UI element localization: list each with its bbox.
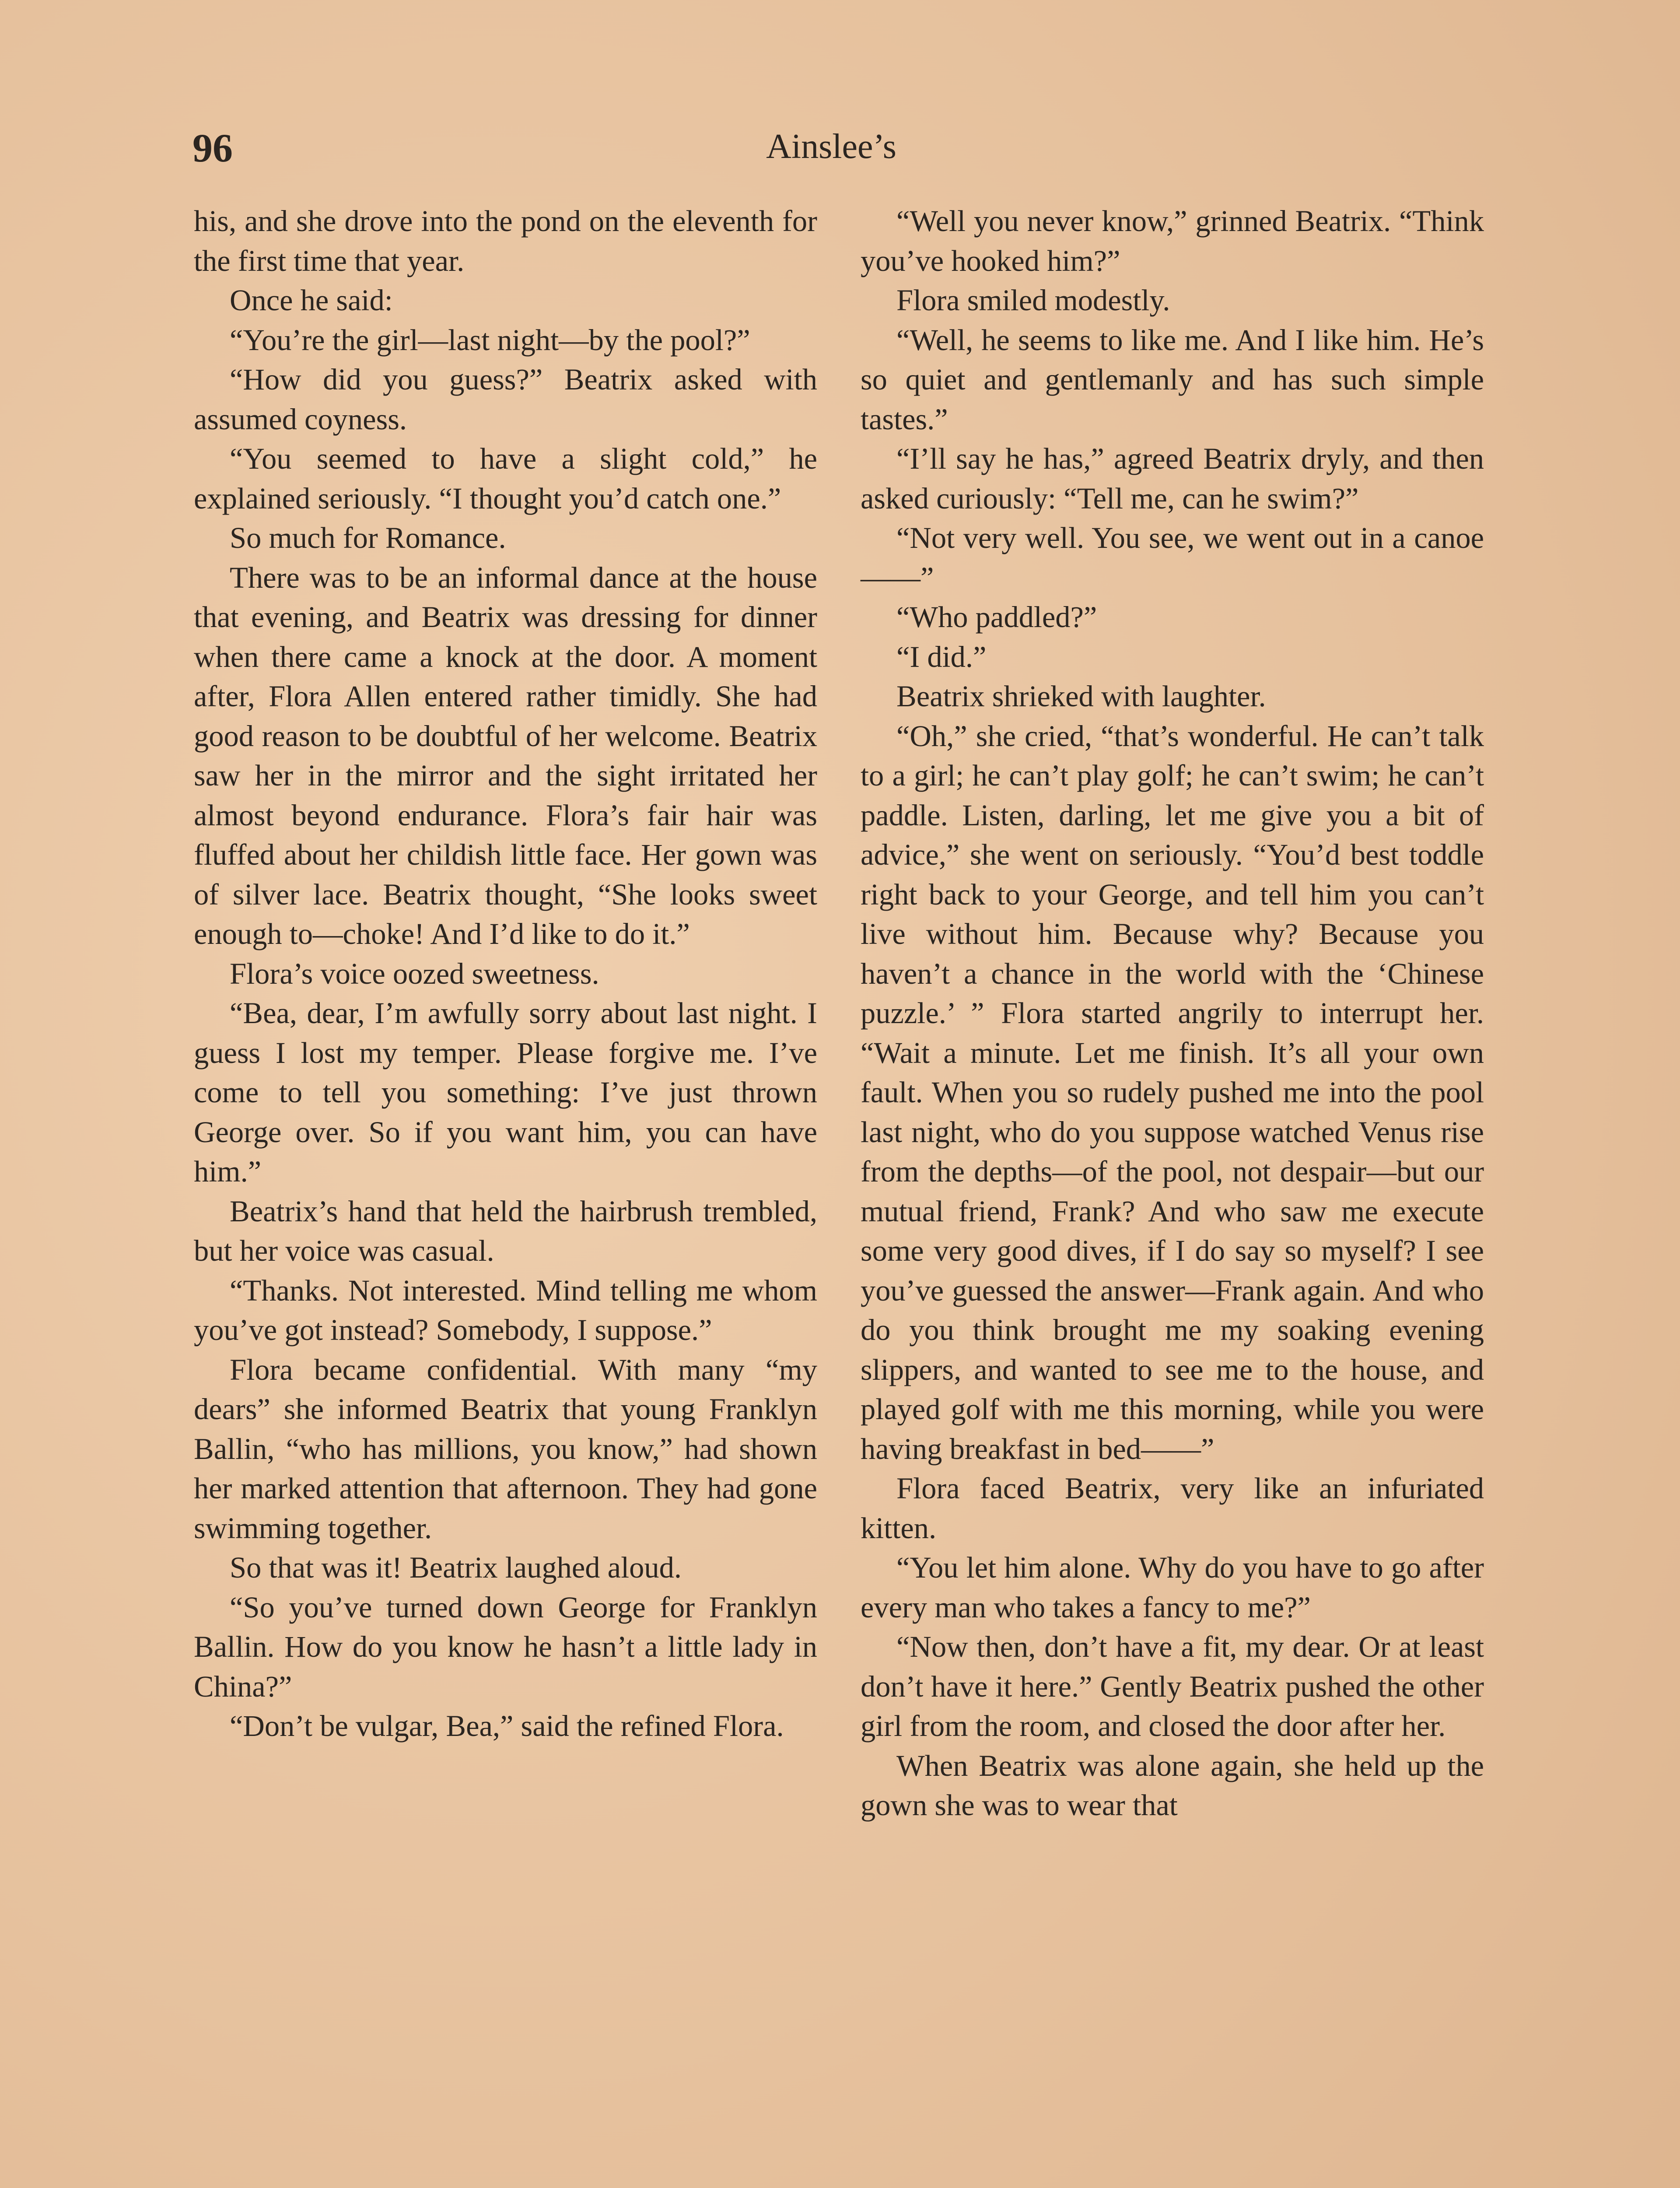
paragraph: “I did.” — [896, 640, 987, 673]
paragraph: “Who paddled?” — [896, 600, 1097, 634]
paragraph: “Not very well. You see, we went out in a canoe——” — [861, 521, 1484, 594]
right-column — [861, 201, 1484, 1825]
paragraph: “Don’t be vulgar, Bea,” said the refined Flora. — [230, 1709, 784, 1743]
paragraph: So much for Romance. — [230, 521, 506, 554]
paragraph: Flora became confidential. With many “my dears” she informed Beatrix that young Franklyn Ballin, “who has millions, you know,” had shown her marked attention that afternoon. They had gone swimming together. — [194, 1353, 817, 1545]
left-column — [194, 201, 817, 1746]
paragraph: “Well, he seems to like me. And I like him. He’s so quiet and gentlemanly and has such simple tastes.” — [861, 323, 1484, 436]
page-number: 96 — [192, 126, 233, 170]
paragraph: “Oh,” she cried, “that’s wonderful. He can’t talk to a girl; he can’t play golf; he can’t swim; he can’t paddle. Listen, darling, let me give you a bit of advice,” she went on seriously. “You’d best toddle right back to your George, and tell him you can’t live without him. Because why? Because you haven’t a chance in the world with the ‘Chinese puzzle.’ ” Flora started angrily to interrupt her. “Wait a minute. Let me finish. It’s all your own fault. When you so rudely pushed me into the pool last night, who do you suppose watched Venus rise from the depths—of the pool, not despair—but our mutual friend, Frank? And who saw me execute some very good dives, if I do say so myself? I see you’ve guessed the answer—Frank again. And who do you think brought me my soaking evening slippers, and wanted to see me to the house, and played golf with me this morning, while you were having breakfast in bed——” — [861, 719, 1484, 1466]
paragraph: “You’re the girl—last night—by the pool?” — [230, 323, 750, 357]
paragraph: “I’ll say he has,” agreed Beatrix dryly, and then asked curiously: “Tell me, can he swim?” — [861, 442, 1484, 515]
paragraph: “Now then, don’t have a fit, my dear. Or at least don’t have it here.” Gently Beatrix pushed the other girl from the room, and closed the door after her. — [861, 1630, 1484, 1743]
paragraph: Beatrix shrieked with laughter. — [896, 680, 1266, 713]
paragraph: “You seemed to have a slight cold,” he explained seriously. “I thought you’d catch one.” — [194, 442, 817, 515]
running-head: Ainslee’s — [766, 127, 896, 166]
paragraph: his, and she drove into the pond on the eleventh for the first time that year. — [194, 204, 817, 277]
paragraph: “You let him alone. Why do you have to go after every man who takes a fancy to me?” — [861, 1551, 1484, 1624]
paragraph: Once he said: — [230, 284, 393, 317]
paragraph: “Thanks. Not interested. Mind telling me whom you’ve got instead? Somebody, I suppose.” — [194, 1273, 817, 1346]
paragraph: Beatrix’s hand that held the hairbrush trembled, but her voice was casual. — [194, 1194, 817, 1267]
paragraph: “Bea, dear, I’m awfully sorry about last night. I guess I lost my temper. Please forgive me. I’ve come to tell you something: I’ve just thrown George over. So if you want him, you can have him.” — [194, 996, 817, 1188]
paragraph: “How did you guess?” Beatrix asked with assumed coyness. — [194, 363, 817, 436]
paragraph: When Beatrix was alone again, she held up the gown she was to wear that — [861, 1749, 1484, 1822]
paragraph: There was to be an informal dance at the house that evening, and Beatrix was dressing for dinner when there came a knock at the door. A moment after, Flora Allen entered rather timidly. She had good reason to be doubtful of her welcome. Beatrix saw her in the mirror and the sight irritated her almost beyond endurance. Flora’s fair hair was fluffed about her childish little face. Her gown was of silver lace. Beatrix thought, “She looks sweet enough to—choke! And I’d like to do it.” — [194, 561, 817, 950]
paragraph: “So you’ve turned down George for Franklyn Ballin. How do you know he hasn’t a little lady in China?” — [194, 1590, 817, 1703]
paragraph: Flora smiled modestly. — [896, 284, 1170, 317]
paragraph: Flora faced Beatrix, very like an infuriated kitten. — [861, 1472, 1484, 1545]
paragraph: So that was it! Beatrix laughed aloud. — [230, 1551, 682, 1584]
paragraph: Flora’s voice oozed sweetness. — [230, 957, 599, 990]
paragraph: “Well you never know,” grinned Beatrix. “Think you’ve hooked him?” — [861, 204, 1484, 277]
